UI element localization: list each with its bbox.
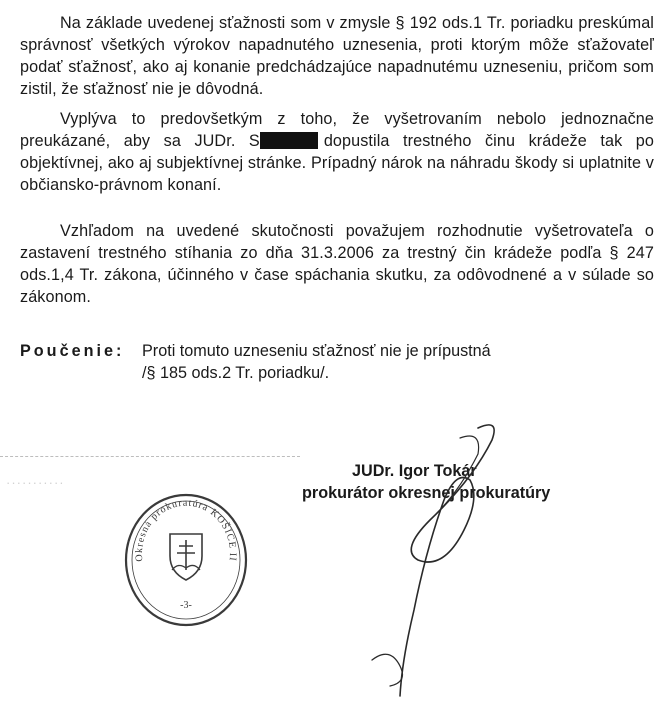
stamp-number: -3-	[180, 600, 192, 611]
coat-of-arms-icon	[170, 534, 202, 580]
redaction-box	[260, 132, 318, 149]
scan-artifact-text: ···········	[6, 475, 65, 490]
instruction-label: Poučenie:	[20, 342, 125, 360]
paragraph-conclusion	[20, 220, 654, 308]
instruction-line-2: /§ 185 ods.2 Tr. poriadku/.	[142, 364, 330, 382]
scan-artifact-line	[0, 456, 300, 458]
official-stamp	[122, 490, 250, 628]
signer-role: prokurátor okresnej prokuratúry	[302, 484, 551, 502]
handwritten-signature-icon	[360, 410, 520, 700]
paragraph-findings-text-start: Vyplýva to predovšetkým z toho, že vyšetrovaním nebolo jednoznačne preukázané, aby sa JUDr. S	[20, 110, 654, 150]
stamp-text: Okresná prokuratúra KOŠICE II	[133, 497, 239, 563]
paragraph-conclusion-text: Vzhľadom na uvedené skutočnosti považujem rozhodnutie vyšetrovateľa o zastavení trestného stíhania zo dňa 31.3.2006 za trestný čin krádeže podľa § 247 ods.1,4 Tr. zákona, účinného v čase spáchania skutku, za odôvodnené a v súlade so zákonom.	[20, 222, 654, 306]
instruction-text	[142, 340, 622, 384]
instruction-line-1: Proti tomuto uzneseniu sťažnosť nie je prípustná	[142, 342, 491, 360]
paragraph-review-text: Na základe uvedenej sťažnosti som v zmysle § 192 ods.1 Tr. poriadku preskúmal správnosť všetkých výrokov napadnutého uznesenia, proti ktorým môže sťažovateľ podať sťažnosť, ako aj konanie predchádzajúce napadnutému uzneseniu, pričom som zistil, že sťažnosť nie je dôvodná.	[20, 14, 654, 98]
paragraph-findings	[20, 108, 654, 196]
signer-name: JUDr. Igor Tokár	[352, 462, 477, 480]
paragraph-findings-text-end: dopustila trestného činu krádeže tak po objektívnej, ako aj subjektívnej stránke. Prípadný nárok na náhradu škody si uplatnite v občiansko-právnom konaní.	[20, 132, 654, 194]
paragraph-review	[20, 12, 654, 100]
